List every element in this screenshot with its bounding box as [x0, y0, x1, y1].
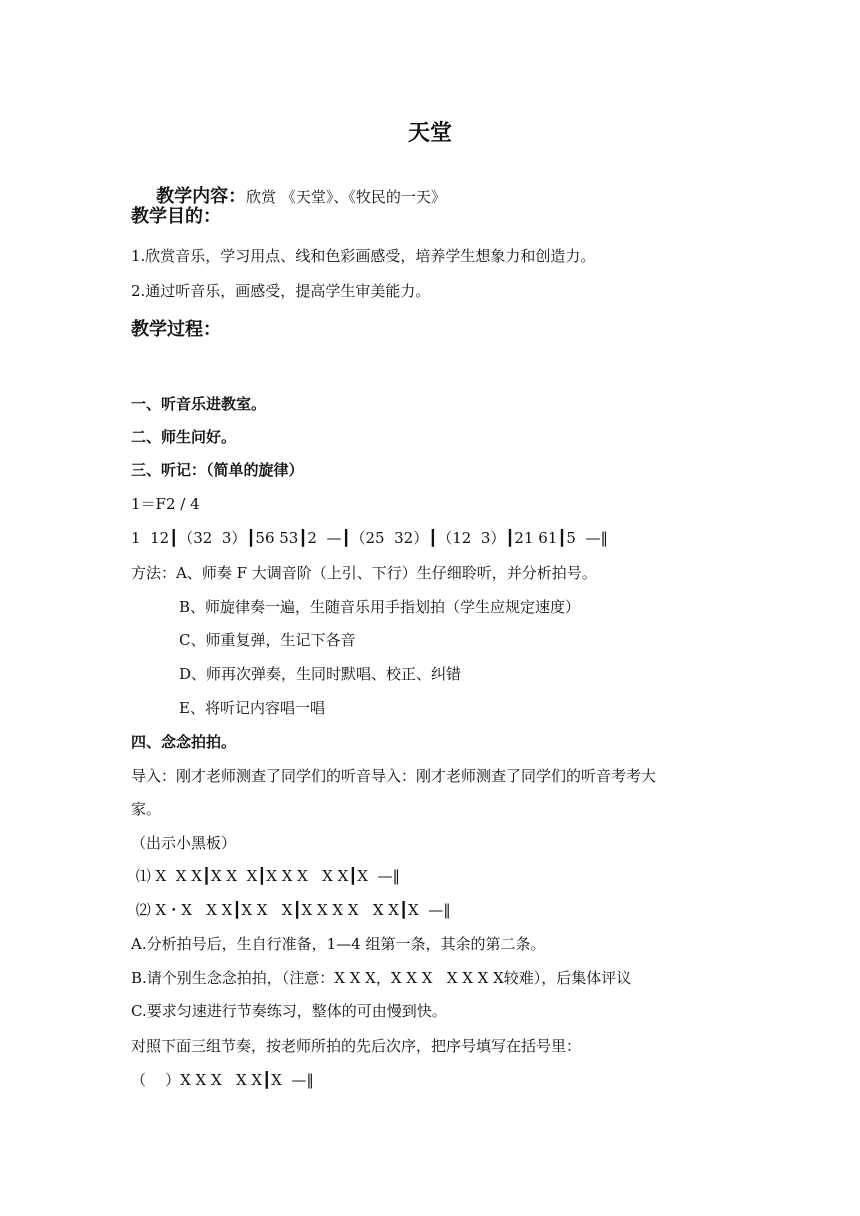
rhythm-2: ⑵ X・X X X┃X X X┃X X X X X X┃X —‖ [131, 901, 451, 919]
key-signature: 1＝F2 / 4 [131, 495, 200, 513]
blank-rhythm-row: （ ）X X X X X┃X —‖ [131, 1071, 314, 1089]
contrast-instruction: 对照下面三组节奏，按老师所拍的先后次序，把序号填写在括号里： [131, 1037, 582, 1055]
step-2: 二、师生问好。 [131, 428, 237, 446]
content-value: 欣赏 《天堂》、《牧民的一天》 [246, 188, 446, 206]
note-b: B.请个别生念念拍拍，（注意：X X X，X X X X X X X较难），后集体评议 [131, 969, 632, 987]
process-heading: 教学过程： [131, 319, 221, 340]
method-c: C、师重复弹，生记下各音 [179, 631, 356, 649]
goal-item-1: 1.欣赏音乐，学习用点、线和色彩画感受，培养学生想象力和创造力。 [131, 247, 596, 265]
board-note: （出示小黑板） [131, 834, 237, 852]
step-3: 三、听记：（简单的旋律） [131, 461, 304, 479]
step-1: 一、听音乐进教室。 [131, 395, 267, 413]
page-title: 天堂 [407, 121, 452, 146]
content-label: 教学内容： [156, 186, 247, 207]
goals-heading: 教学目的： [131, 206, 221, 227]
intro-line-1: 导入：刚才老师测查了同学们的听音导入：刚才老师测查了同学们的听音考考大 [131, 767, 657, 785]
step-4: 四、念念拍拍。 [131, 733, 237, 751]
method-a: 方法：A、师奏 F 大调音阶（上引、下行）生仔细聆听，并分析拍号。 [131, 564, 597, 582]
goal-item-2: 2.通过听音乐，画感受，提高学生审美能力。 [131, 282, 431, 300]
melody-notation: 1 12┃（32 3）┃56 53┃2 —┃（25 32）┃（12 3）┃21 61┃5 —‖ [131, 529, 608, 547]
intro-line-2: 家。 [131, 800, 162, 818]
method-d: D、师再次弹奏，生同时默唱、校正、纠错 [179, 665, 462, 683]
method-b: B、师旋律奏一遍，生随音乐用手指划拍（学生应规定速度） [179, 598, 581, 616]
rhythm-1: ⑴ X X X┃X X X┃X X X X X┃X —‖ [131, 867, 401, 885]
note-c: C.要求匀速进行节奏练习，整体的可由慢到快。 [131, 1002, 447, 1020]
note-a: A.分析拍号后，生自行准备，1—4 组第一条，其余的第二条。 [131, 935, 546, 953]
method-e: E、将听记内容唱一唱 [179, 699, 325, 717]
